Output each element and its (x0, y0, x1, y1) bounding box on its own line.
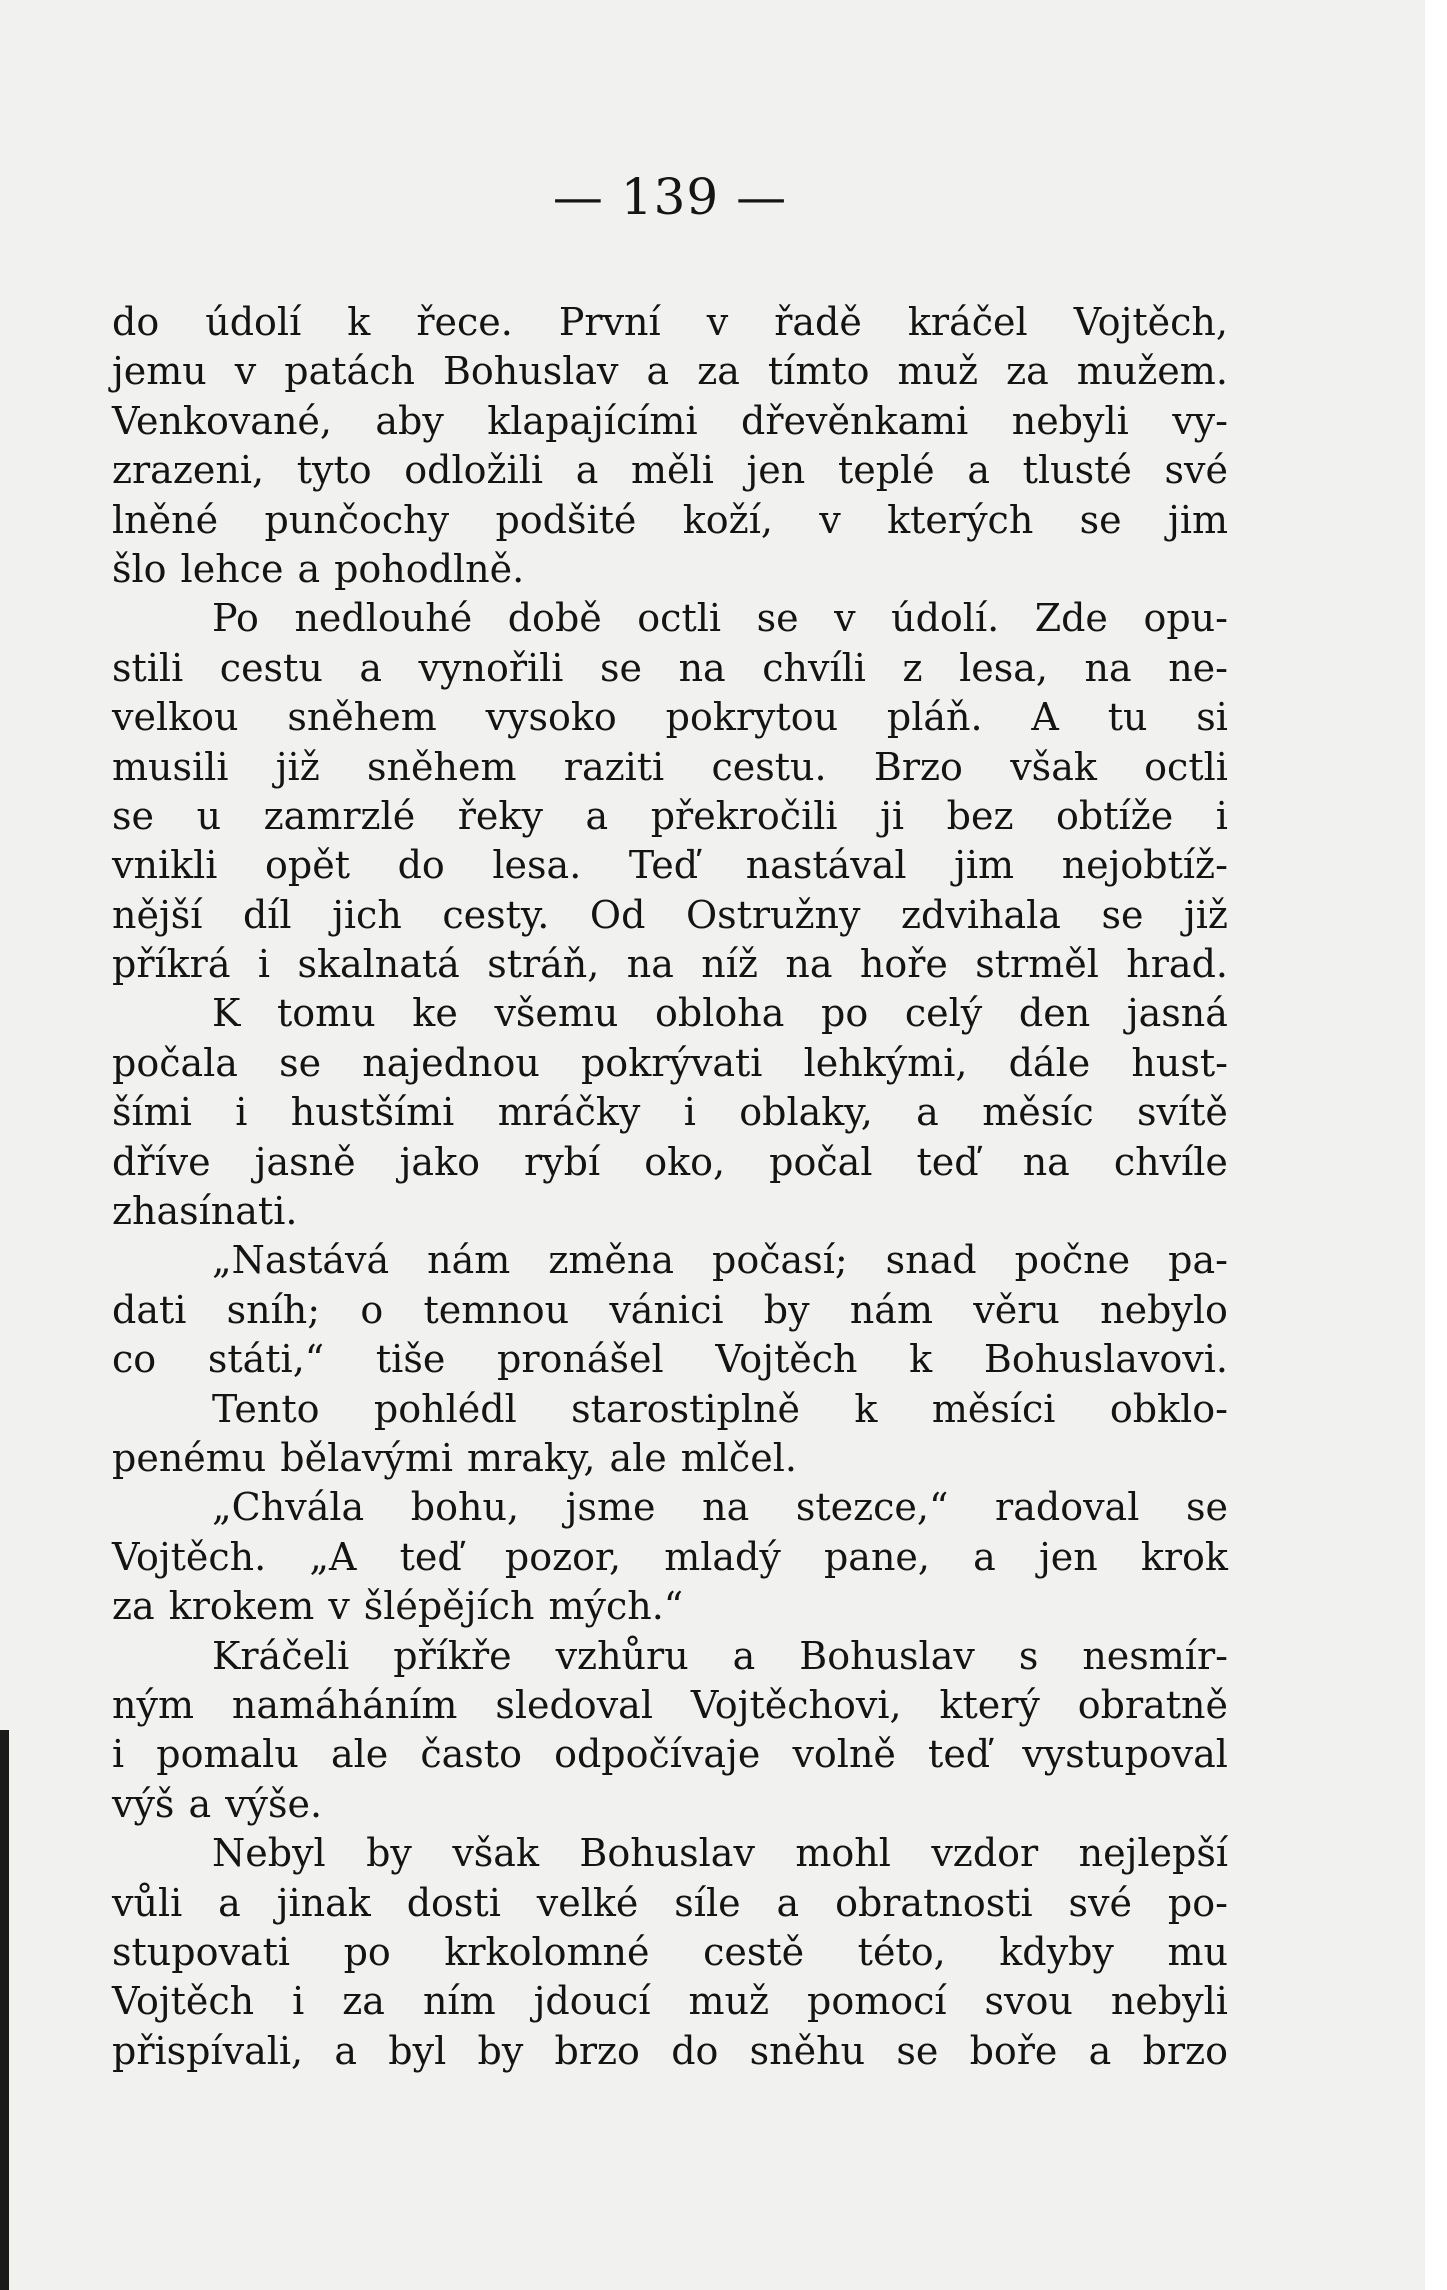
text-line: Kráčeli příkře vzhůru a Bohuslav s nesmír- (212, 1633, 1228, 1678)
text-line: ným namáháním sledoval Vojtěchovi, který obratně (112, 1682, 1228, 1727)
body-text (112, 298, 1228, 2076)
text-line: Po nedlouhé době octli se v údolí. Zde opu- (212, 596, 1228, 641)
text-line: přispívali, a byl by brzo do sněhu se bořе a brzo (112, 2028, 1228, 2073)
text-line: „Chvála bohu, jsme na stezce,“ radoval se (212, 1485, 1228, 1530)
text-line: penému bělavými mraky, ale mlčel. (112, 1435, 797, 1480)
text-line: se u zamrzlé řeky a překročili ji bez obtíže i (112, 793, 1228, 838)
text-line: Nebyl by však Bohuslav mohl vzdor nejlepší (212, 1831, 1228, 1876)
text-line: co státi,“ tiše pronášel Vojtěch k Bohuslavovi. (112, 1337, 1228, 1382)
text-line: Vojtěch i za ním jdoucí muž pomocí svou nebyli (112, 1979, 1228, 2024)
text-line: „Nastává nám změna počasí; snad počne pa- (212, 1238, 1228, 1283)
text-line: dříve jasně jako rybí oko, počal teď na chvíle (112, 1139, 1228, 1184)
text-line: lněné punčochy podšité koží, v kterých se jim (112, 497, 1228, 542)
text-line: zrazeni, tyto odložili a měli jen teplé a tlusté své (112, 448, 1228, 493)
text-line: šlo lehce a pohodlně. (112, 546, 525, 591)
text-line: i pomalu ale často odpočívaje volně teď vystupoval (112, 1732, 1228, 1777)
text-line: výš a výše. (112, 1781, 323, 1826)
text-line: vůli a jinak dosti velké síle a obratnosti své po- (112, 1880, 1228, 1925)
text-line: vnikli opět do lesa. Teď nastával jim nejobtíž- (112, 843, 1228, 888)
page-number: — 139 — (552, 168, 788, 226)
text-line: stupovati po krkolomné cestě této, kdyby mu (112, 1929, 1228, 1974)
text-line: jemu v patách Bohuslav a za tímto muž za mužem. (112, 349, 1228, 394)
text-line: Venkované, aby klapajícími dřevěnkami nebyli vy- (112, 398, 1228, 443)
text-line: za krokem v šlépějích mých.“ (112, 1584, 684, 1629)
text-line: Tento pohlédl starostiplně k měsíci obklo- (212, 1386, 1228, 1431)
text-line: šími i hustšími mráčky i oblaky, a měsíc svítě (112, 1090, 1228, 1135)
text-line: stili cestu a vynořili se na chvíli z lesa, na ne- (112, 645, 1228, 690)
text-line: dati sníh; o temnou vánici by nám věru nebylo (112, 1287, 1228, 1332)
text-line: nější díl jich cesty. Od Ostružny zdvihala se již (112, 892, 1228, 937)
text-line: Vojtěch. „A teď pozor, mladý pane, a jen krok (112, 1534, 1228, 1579)
text-line: počala se najednou pokrývati lehkými, dále hust- (112, 1040, 1228, 1085)
text-line: příkrá i skalnatá stráň, na níž na hoře strměl hrad. (112, 942, 1228, 987)
scan-edge-mark (0, 1730, 9, 2290)
text-line: K tomu ke všemu obloha po celý den jasná (212, 991, 1228, 1036)
text-line: zhasínati. (112, 1189, 298, 1234)
text-line: musili již sněhem raziti cestu. Brzo však octli (112, 744, 1228, 789)
page-edge-right (1425, 0, 1447, 2290)
text-line: do údolí k řece. První v řadě kráčel Vojtěch, (112, 300, 1228, 344)
text-line: velkou sněhem vysoko pokrytou pláň. A tu si (112, 695, 1228, 740)
